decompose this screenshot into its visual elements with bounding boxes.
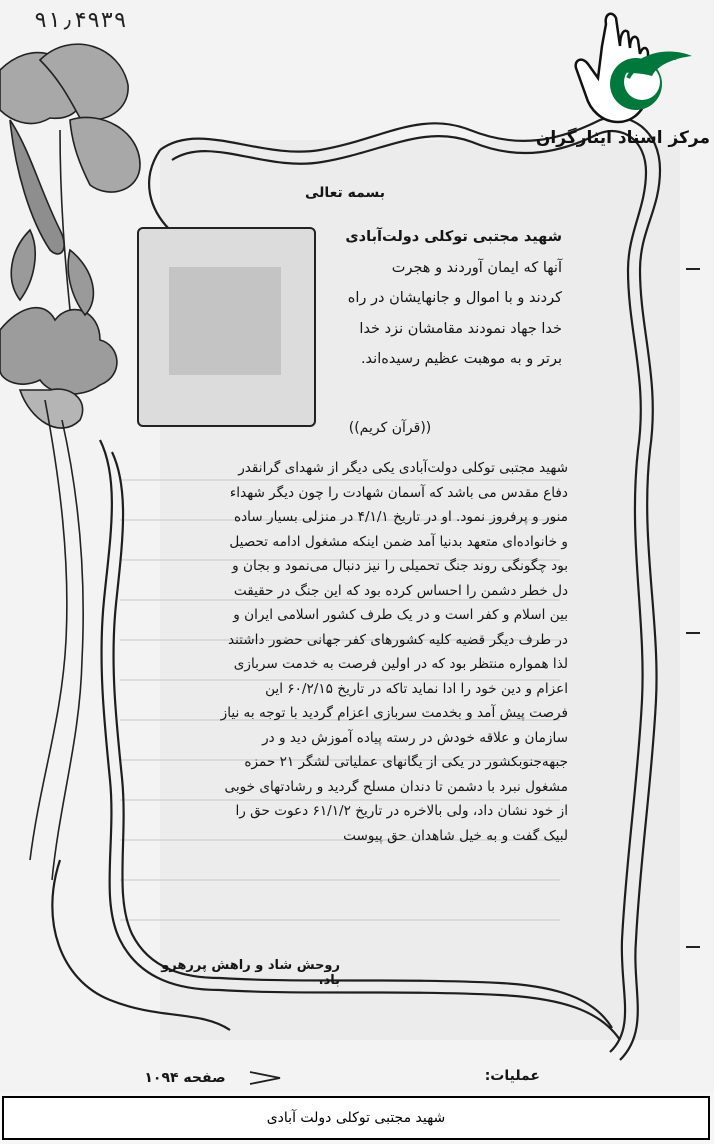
body-line: از خود نشان داد، ولی بالاخره در تاریخ ۶۱/۱/۲ دعوت حق را (235, 803, 568, 819)
biography-text (96, 456, 568, 848)
logo-caption: مرکز اسناد ایثارگران (535, 128, 710, 148)
body-line: اعزام و دین خود را ادا نماید تاکه در تاریخ ۶۰/۲/۱۵ این (265, 680, 568, 697)
verse-line: برتر و به موهبت عظیم رسیده‌اند. (360, 351, 562, 367)
verse-line: خدا جهاد نمودند مقامشان نزد خدا (359, 320, 562, 337)
martyr-photo (137, 227, 316, 427)
body-line: بود چگونگی روند جنگ تحمیلی را نیز دنبال می‌نمود و بجان و (232, 558, 568, 574)
caption-text: شهید مجتبی توکلی دولت آبادی (266, 1110, 446, 1126)
body-line: و خانواده‌ای متعهد بدنیا آمد ضمن اینکه مشغول ادامه تحصیل (229, 533, 568, 550)
body-line: دفاع مقدس می باشد که آسمان شهادت را چون دیگر شهداء (229, 484, 568, 501)
body-line: جبهه‌جنوبکشور در یکی از یگانهای عملیاتی لشگر ۲۱ حمزه (244, 754, 568, 770)
portrait-image (169, 267, 281, 375)
verse-line: آنها که ایمان آوردند و هجرت (391, 259, 562, 276)
body-line: منور و پرفروز نمود. او در تاریخ ۴/۱/۱ در منزلی بسیار ساده (233, 509, 568, 525)
margin-mark (686, 632, 700, 634)
body-line: لبیک گفت و به خیل شاهدان حق پیوست (343, 827, 568, 844)
martyr-name-line: شهید مجتبی توکلی دولت‌آبادی (345, 229, 562, 245)
body-line: مشغول نبرد با دشمن تا دندان مسلح گردید و رشادتهای خوبی (224, 778, 568, 795)
basmala-heading: بسمه تعالی (304, 185, 386, 201)
body-line: فرصت پیش آمد و بخدمت سربازی اعزام گردید با توجه به نیاز (220, 705, 568, 721)
caption-box (2, 1096, 710, 1140)
quran-reference: ((قرآن کریم)) (348, 420, 432, 436)
flower-mid-left (0, 308, 117, 428)
hand-logo-icon (568, 6, 710, 126)
body-line: شهید مجتبی توکلی دولت‌آبادی یکی دیگر از شهدای گرانقدر (238, 460, 568, 476)
quran-verse (322, 222, 562, 375)
body-line: لذا همواره منتظر بود که در اولین فرصت به خدمت سربازی (233, 656, 568, 672)
page-number: صفحه ۱۰۹۴ (144, 1070, 226, 1086)
closing-prayer: روحش شاد و راهش پررهرو باد. (161, 958, 340, 988)
body-line: دل خطر دشمن را احساس کرده بود که این جنگ در حقیقت (233, 582, 568, 599)
body-line: در طرف دیگر قضیه کلیه کشورهای کفر جهانی حضور داشتند (227, 631, 568, 648)
operations-label: عملیات: (484, 1068, 540, 1084)
margin-mark (686, 946, 700, 948)
body-line: بین اسلام و کفر است و در یک طرف کشور اسلامی ایران و (233, 607, 568, 623)
verse-line: کردند و با اموال و جانهایشان در راه (347, 290, 562, 306)
body-line: سازمان و علاقه خودش در رسته پیاده آموزش دید و در (262, 729, 568, 746)
archive-number: ۹۱٫۴۹۳۹ (34, 8, 127, 33)
margin-mark (686, 268, 700, 270)
